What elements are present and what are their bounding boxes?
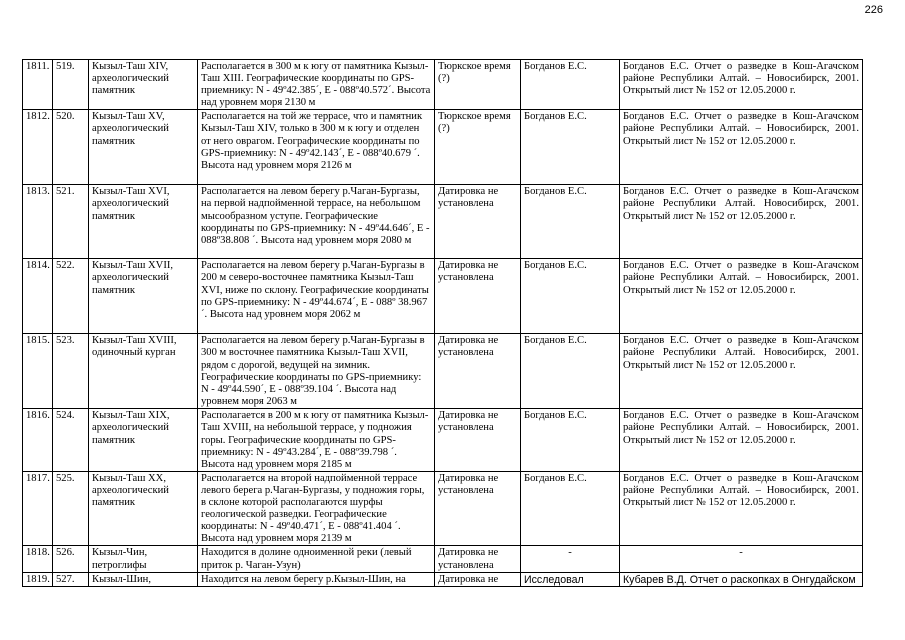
monument-description: Находится на левом берегу р.Кызыл-Шин, на xyxy=(198,572,435,586)
monument-source: Богданов Е.С. Отчет о разведке в Кош-Агачском районе Республики Алтай. Новосибирск, 2001. Открытый лист № 152 от 12.05.2000 г. xyxy=(620,185,863,259)
monument-description: Располагается в 300 м к югу от памятника Кызыл-Таш XIII. Географические координаты по GPS-приемнику: N - 49º42.385´, E - 088º40.572´. Высота над уровнем моря 2130 м xyxy=(198,60,435,110)
monument-id: 520. xyxy=(53,110,89,185)
monument-name: Кызыл-Таш XVII, археологический памятник xyxy=(89,259,198,334)
monument-dating: Датировка не установлена xyxy=(435,546,521,572)
monument-id: 524. xyxy=(53,409,89,471)
monument-description: Располагается в 200 м к югу от памятника Кызыл-Таш XVIII, на небольшой террасе, у подножия горы. Географические координаты по GPS-приемнику: N - 49º43.284´, E - 088º39.798 ´. Высота над уровнем моря 2185 м xyxy=(198,409,435,471)
monument-author: Богданов Е.С. xyxy=(521,334,620,409)
monument-author: Богданов Е.С. xyxy=(521,409,620,471)
row-number: 1811. xyxy=(23,60,53,110)
monument-source: Богданов Е.С. Отчет о разведке в Кош-Агачском районе Республики Алтай. – Новосибирск, 2001. Открытый лист № 152 от 12.05.2000 г. xyxy=(620,110,863,185)
monument-author: Богданов Е.С. xyxy=(521,471,620,546)
monument-description: Располагается на левом берегу р.Чаган-Бургазы в 200 м северо-восточнее памятника Кызыл-Таш XVI, ниже по склону. Географические координаты по GPS-приемнику: N - 49º44.674´, E - 088º 38.967´. Высота над уровнем моря 2062 м xyxy=(198,259,435,334)
monument-author: Богданов Е.С. xyxy=(521,259,620,334)
monument-description: Располагается на второй надпойменной террасе левого берега р.Чаган-Бургазы, у подножия горы, в склоне которой располагаются шурфы геологической разведки. Географические координаты: N - 49º40.471´, E - 088º41.404 ´. Высота над уровнем моря 2139 м xyxy=(198,471,435,546)
monument-author: Богданов Е.С. xyxy=(521,185,620,259)
monument-author: Исследовал xyxy=(521,572,620,586)
monument-name: Кызыл-Шин, xyxy=(89,572,198,586)
monument-source: Богданов Е.С. Отчет о разведке в Кош-Агачском районе Республики Алтай. Новосибирск, 2001. Открытый лист № 152 от 12.05.2000 г. xyxy=(620,334,863,409)
monument-dating: Датировка не установлена xyxy=(435,334,521,409)
monument-dating: Датировка не xyxy=(435,572,521,586)
monument-description: Находится в долине одноименной реки (левый приток р. Чаган-Узун) xyxy=(198,546,435,572)
table-row xyxy=(23,334,863,409)
monument-source: - xyxy=(620,546,863,572)
table-row xyxy=(23,546,863,572)
monument-source: Богданов Е.С. Отчет о разведке в Кош-Агачском районе Республики Алтай. – Новосибирск, 2001. Открытый лист № 152 от 12.05.2000 г. xyxy=(620,60,863,110)
monument-description: Располагается на левом берегу р.Чаган-Бургазы в 300 м восточнее памятника Кызыл-Таш XVII, рядом с дорогой, ведущей на зимник. Географические координаты по GPS-приемнику: N - 49º44.590´, E - 088º39.104 ´. Высота над уровнем моря 2063 м xyxy=(198,334,435,409)
monument-dating: Датировка не установлена xyxy=(435,409,521,471)
monument-author: - xyxy=(521,546,620,572)
monument-source: Богданов Е.С. Отчет о разведке в Кош-Агачском районе Республики Алтай. – Новосибирск, 2001. Открытый лист № 152 от 12.05.2000 г. xyxy=(620,471,863,546)
monument-name: Кызыл-Таш XVI, археологический памятник xyxy=(89,185,198,259)
monument-id: 526. xyxy=(53,546,89,572)
row-number: 1818. xyxy=(23,546,53,572)
table-row xyxy=(23,110,863,185)
table-row xyxy=(23,409,863,471)
monument-id: 522. xyxy=(53,259,89,334)
table-row xyxy=(23,60,863,110)
table-row xyxy=(23,259,863,334)
page-number: 226 xyxy=(864,4,883,16)
monument-description: Располагается на той же террасе, что и памятник Кызыл-Таш XIV, только в 300 м к югу и отделен от него оврагом. Географические координаты по GPS-приемнику: N - 49º42.143´, E - 088º40.679 ´. Высота над уровнем моря 2126 м xyxy=(198,110,435,185)
row-number: 1815. xyxy=(23,334,53,409)
monument-source: Кубарев В.Д. Отчет о раскопках в Онгудайском xyxy=(620,572,863,586)
monument-dating: Тюркское время (?) xyxy=(435,60,521,110)
monument-name: Кызыл-Таш XV, археологический памятник xyxy=(89,110,198,185)
monument-id: 523. xyxy=(53,334,89,409)
row-number: 1813. xyxy=(23,185,53,259)
monument-dating: Датировка не установлена xyxy=(435,471,521,546)
monument-name: Кызыл-Таш XIV, археологический памятник xyxy=(89,60,198,110)
monument-source: Богданов Е.С. Отчет о разведке в Кош-Агачском районе Республики Алтай. – Новосибирск, 2001. Открытый лист № 152 от 12.05.2000 г. xyxy=(620,259,863,334)
monument-name: Кызыл-Таш XX, археологический памятник xyxy=(89,471,198,546)
monuments-table xyxy=(22,59,863,587)
row-number: 1812. xyxy=(23,110,53,185)
row-number: 1814. xyxy=(23,259,53,334)
monument-name: Кызыл-Чин, петроглифы xyxy=(89,546,198,572)
row-number: 1817. xyxy=(23,471,53,546)
monument-description: Располагается на левом берегу р.Чаган-Бургазы, на первой надпойменной террасе, на небольшом мысообразном уступе. Географические координаты по GPS-приемнику: N - 49º44.646´, E - 088º38.808 ´. Высота над уровнем моря 2080 м xyxy=(198,185,435,259)
monument-author: Богданов Е.С. xyxy=(521,110,620,185)
monument-source: Богданов Е.С. Отчет о разведке в Кош-Агачском районе Республики Алтай. – Новосибирск, 2001. Открытый лист № 152 от 12.05.2000 г. xyxy=(620,409,863,471)
table-row xyxy=(23,471,863,546)
monument-id: 525. xyxy=(53,471,89,546)
table-row xyxy=(23,572,863,586)
table-row xyxy=(23,185,863,259)
monument-id: 527. xyxy=(53,572,89,586)
monument-name: Кызыл-Таш XVIII, одиночный курган xyxy=(89,334,198,409)
monument-name: Кызыл-Таш XIX, археологический памятник xyxy=(89,409,198,471)
monument-id: 521. xyxy=(53,185,89,259)
monument-author: Богданов Е.С. xyxy=(521,60,620,110)
row-number: 1819. xyxy=(23,572,53,586)
monument-dating: Тюркское время (?) xyxy=(435,110,521,185)
monument-dating: Датировка не установлена xyxy=(435,185,521,259)
row-number: 1816. xyxy=(23,409,53,471)
monument-id: 519. xyxy=(53,60,89,110)
monument-dating: Датировка не установлена xyxy=(435,259,521,334)
